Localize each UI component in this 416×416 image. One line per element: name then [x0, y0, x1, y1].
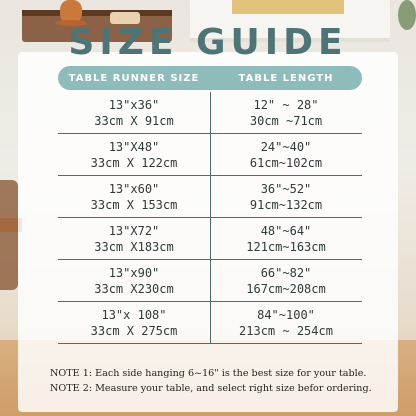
runner-size-cm: 33cm X 91cm [94, 113, 174, 128]
table-length-cell [210, 302, 362, 343]
table-length-cm: 121cm~163cm [246, 239, 326, 254]
page-title: SIZE GUIDE [68, 22, 348, 63]
runner-size-cell [58, 218, 210, 259]
notes [50, 366, 390, 396]
table-row [58, 302, 362, 344]
runner-size-cm: 33cm X 153cm [90, 197, 178, 212]
table-length-cm: 61cm~102cm [249, 155, 323, 170]
runner-size-cell [58, 92, 210, 133]
table-length-inches: 36"~52" [260, 181, 312, 196]
table-length-cell [210, 218, 362, 259]
runner-size-cell [58, 176, 210, 217]
table-length-cm: 213cm ~ 254cm [239, 323, 333, 338]
runner-size-cm: 33cm X230cm [94, 281, 174, 296]
table-row [58, 260, 362, 302]
size-table [58, 92, 362, 344]
table-length-inches: 24"~40" [260, 139, 312, 154]
table-length-cell [210, 134, 362, 175]
runner-size-cm: 33cm X 275cm [90, 323, 178, 338]
table-length-inches: 48"~64" [260, 223, 312, 238]
table-row [58, 218, 362, 260]
runner-size-cm: 33cm X 122cm [90, 155, 178, 170]
table-length-cm: 167cm~208cm [246, 281, 326, 296]
table-length-inches: 12" ~ 28" [253, 97, 319, 112]
background-frame [232, 0, 344, 14]
background-chair [0, 180, 18, 290]
table-length-cm: 30cm ~71cm [249, 113, 323, 128]
table-length-cell [210, 260, 362, 301]
header-runner-size: TABLE RUNNER SIZE [68, 72, 200, 84]
runner-size-inches: 13"x90" [108, 265, 160, 280]
note-2: NOTE 2: Measure your table, and select right size befor ordering. [50, 383, 372, 394]
runner-size-inches: 13"X48" [108, 139, 160, 154]
runner-size-cell [58, 260, 210, 301]
header-table-length: TABLE LENGTH [238, 72, 334, 84]
table-row [58, 134, 362, 176]
table-length-cell [210, 176, 362, 217]
runner-size-inches: 13"x60" [108, 181, 160, 196]
runner-size-inches: 13"x 108" [101, 307, 167, 322]
note-1: NOTE 1: Each side hanging 6~16" is the best size for your table. [50, 368, 367, 379]
table-length-inches: 66"~82" [260, 265, 312, 280]
runner-size-cell [58, 302, 210, 343]
table-header [58, 66, 362, 90]
runner-size-inches: 13"X72" [108, 223, 160, 238]
runner-size-inches: 13"x36" [108, 97, 160, 112]
table-row [58, 176, 362, 218]
table-row [58, 92, 362, 134]
runner-size-cm: 33cm X183cm [94, 239, 174, 254]
background-shelf-top [22, 10, 172, 16]
table-length-inches: 84"~100" [257, 307, 315, 322]
table-length-cell [210, 92, 362, 133]
runner-size-cell [58, 134, 210, 175]
table-length-cm: 91cm~132cm [249, 197, 323, 212]
